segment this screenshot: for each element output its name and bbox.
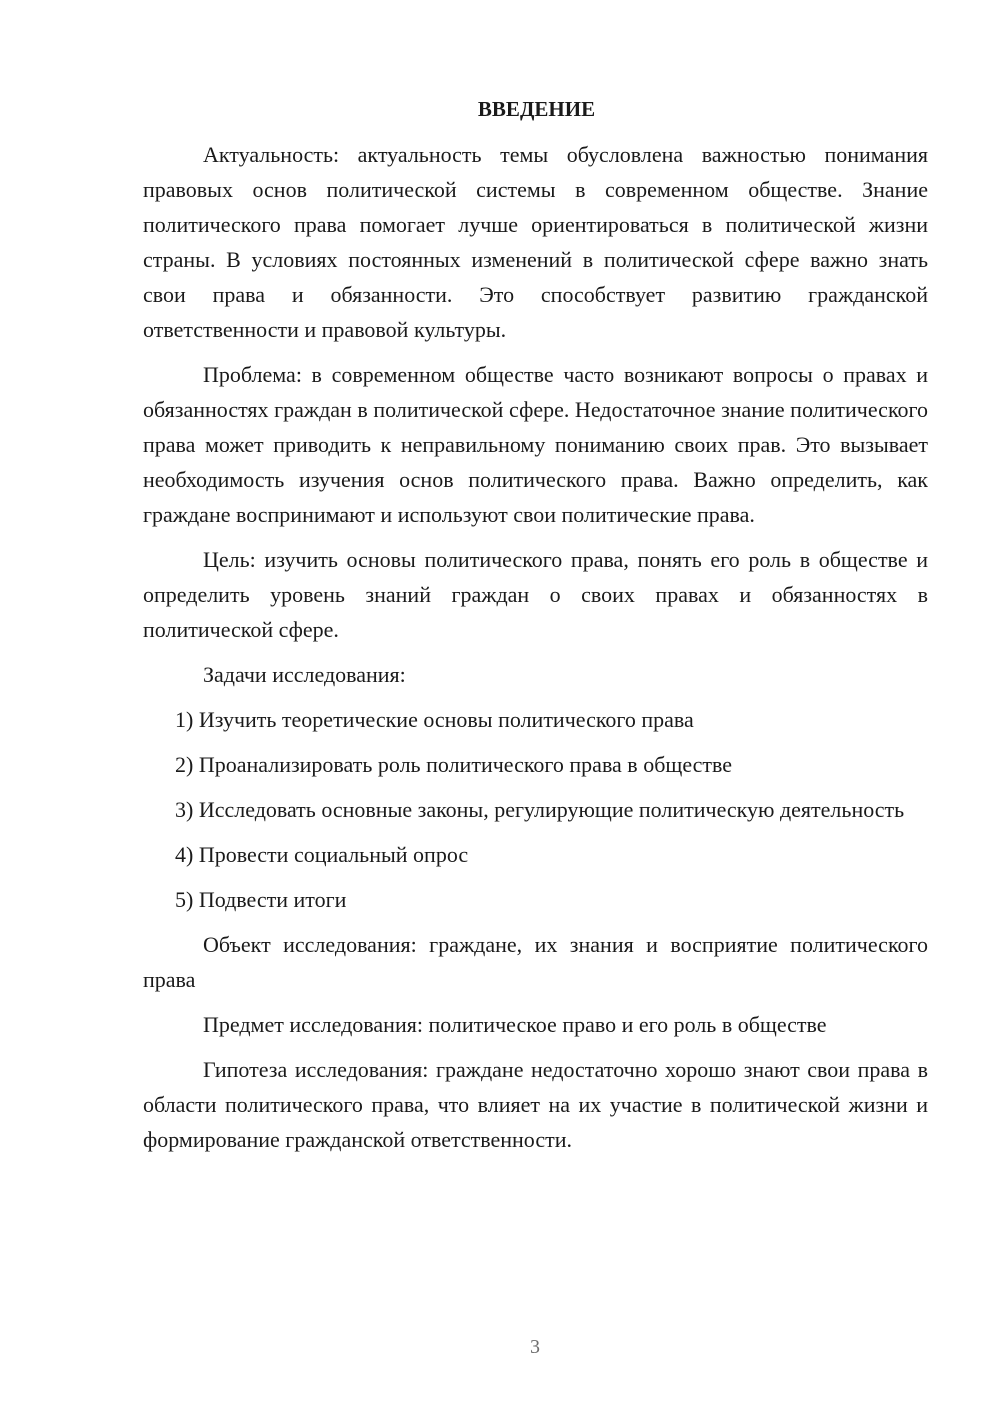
task-item-5: 5) Подвести итоги (175, 887, 347, 912)
task-item-3: 3) Исследовать основные законы, регулирующие политическую деятельность (175, 797, 905, 822)
document-page (143, 92, 928, 1167)
tasks-heading: Задачи исследования: (203, 662, 406, 687)
paragraph-object: Объект исследования: граждане, их знания и восприятие политического права (143, 932, 928, 992)
task-item-4: 4) Провести социальный опрос (175, 842, 469, 867)
task-item-2: 2) Проанализировать роль политического права в обществе (175, 752, 733, 777)
task-item-1: 1) Изучить теоретические основы политического права (175, 707, 694, 732)
paragraph-problem: Проблема: в современном обществе часто возникают вопросы о правах и обязанностях граждан в политической сфере. Недостаточное знание политического права может приводить к неправильному пониманию своих прав. Это вызывает необходимость изучения основ политического права. Важно определить, как граждане воспринимают и используют свои политические права. (143, 362, 928, 527)
page-number: 3 (530, 1336, 540, 1358)
page-title: ВВЕДЕНИЕ (477, 97, 596, 121)
paragraph-subject: Предмет исследования: политическое право и его роль в обществе (203, 1012, 827, 1037)
paragraph-relevance: Актуальность: актуальность темы обусловлена важностью понимания правовых основ политической системы в современном обществе. Знание политического права помогает лучше ориентироваться в политической жизни страны. В условиях постоянных изменений в политической сфере важно знать свои права и обязанности. Это способствует развитию гражданской ответственности и правовой культуры. (143, 142, 928, 342)
paragraph-goal: Цель: изучить основы политического права, понять его роль в обществе и определить уровень знаний граждан о своих правах и обязанностях в политической сфере. (143, 547, 928, 642)
paragraph-hypothesis: Гипотеза исследования: граждане недостаточно хорошо знают свои права в области политического права, что влияет на их участие в политической жизни и формирование гражданской ответственности. (143, 1057, 928, 1152)
